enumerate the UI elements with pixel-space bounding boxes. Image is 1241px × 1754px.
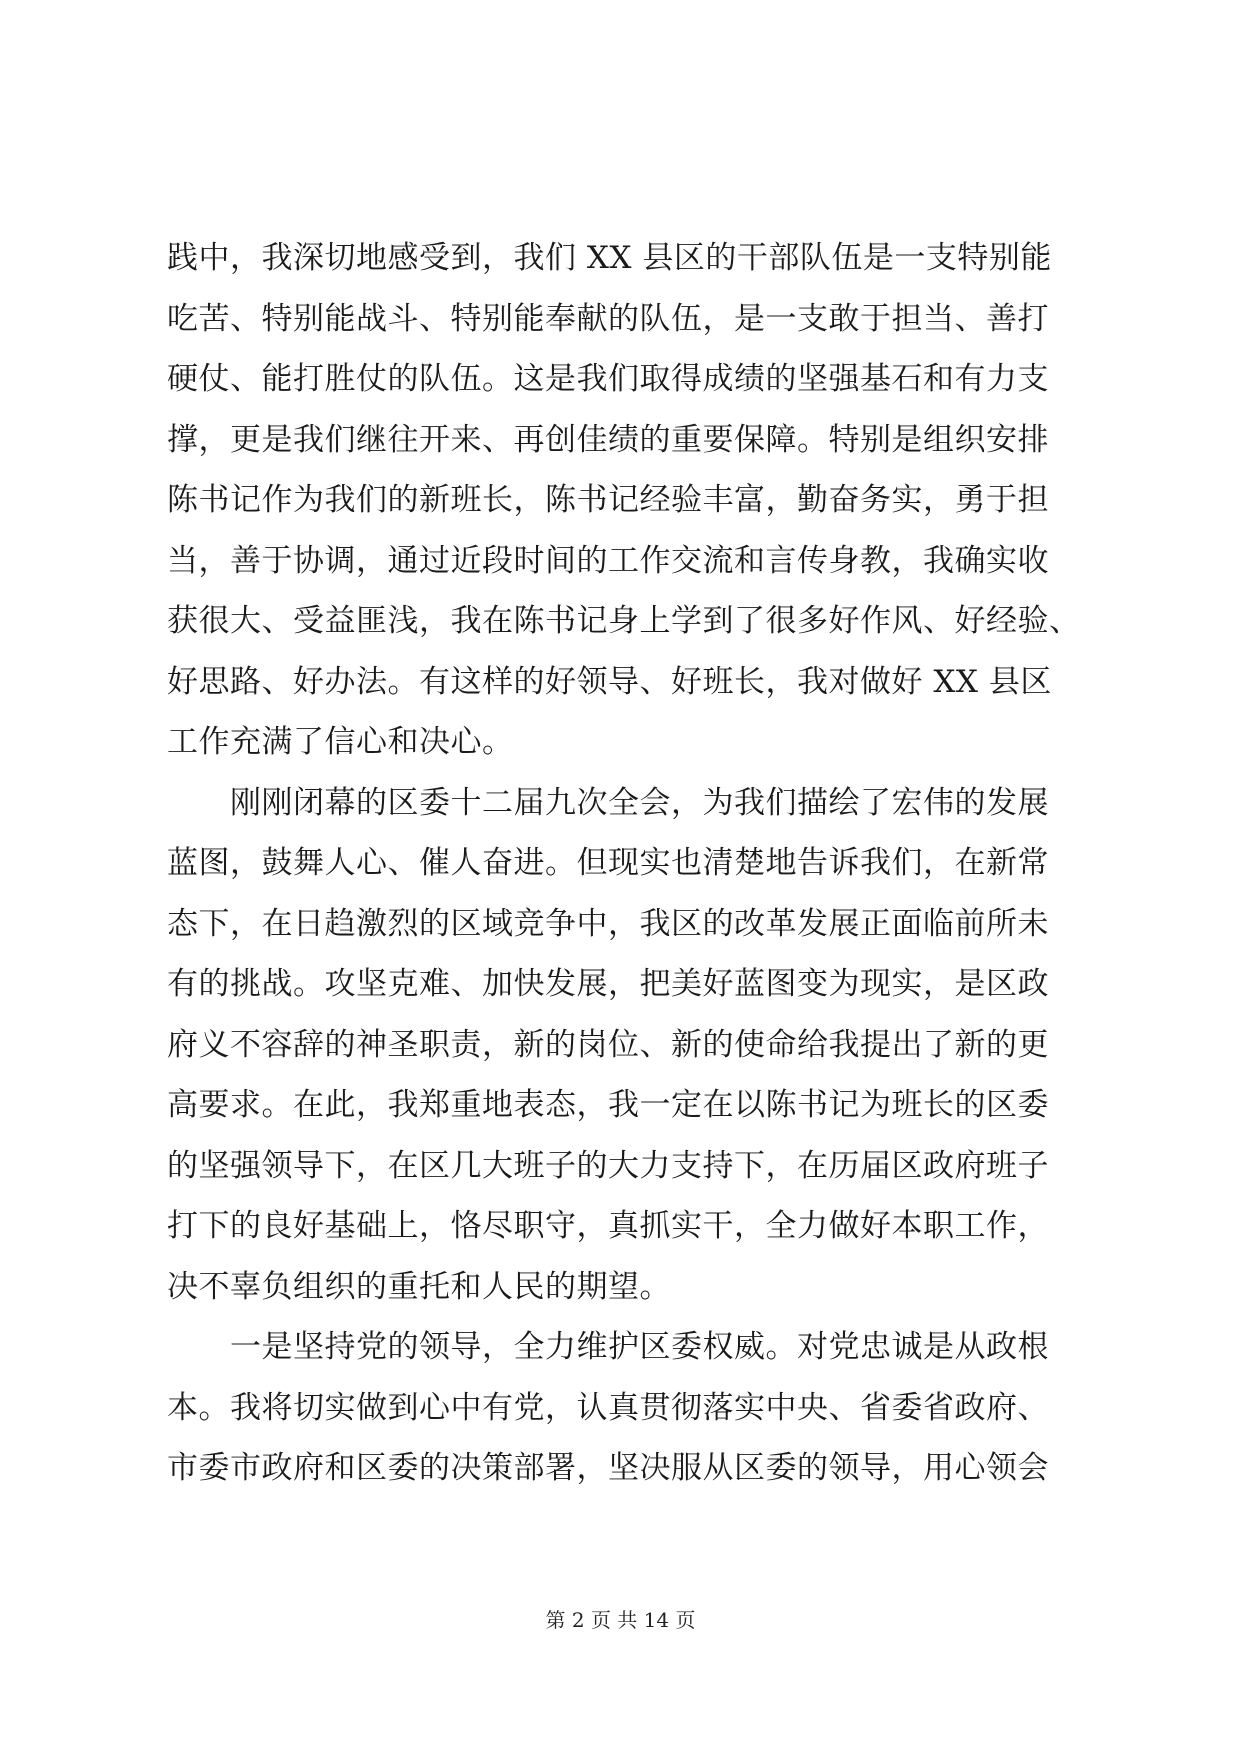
text-line: 陈书记作为我们的新班长，陈书记经验丰富，勤奋务实，勇于担 [167,482,1049,518]
text-line: 一是坚持党的领导，全力维护区委权威。对党忠诚是从政根 [167,1329,1049,1365]
text-line: 吃苦、特别能战斗、特别能奉献的队伍，是一支敢于担当、善打 [167,300,1049,337]
text-line: 好思路、好办法。有这样的好领导、好班长，我对做好 XX 县区 [167,663,1052,700]
text-line: 府义不容辞的神圣职责，新的岗位、新的使命给我提出了新的更 [167,1026,1049,1063]
text-line: 打下的良好基础上，恪尽职守，真抓实干，全力做好本职工作， [167,1208,1049,1244]
page-number-footer: 第 2 页 共 14 页 [545,1608,696,1632]
text-line: 践中，我深切地感受到，我们 XX 县区的干部队伍是一支特别能 [167,240,1052,276]
text-line: 撑，更是我们继往开来、再创佳绩的重要保障。特别是组织安排 [167,421,1049,458]
text-line: 态下，在日趋激烈的区域竞争中，我区的改革发展正面临前所未 [167,905,1049,942]
text-line: 高要求。在此，我郑重地表态，我一定在以陈书记为班长的区委 [167,1087,1049,1123]
body-text [167,228,1081,1499]
text-line: 决不辜负组织的重托和人民的期望。 [167,1268,671,1305]
text-line: 的坚强领导下，在区几大班子的大力支持下，在历届区政府班子 [167,1147,1049,1184]
text-line: 蓝图，鼓舞人心、催人奋进。但现实也清楚地告诉我们，在新常 [167,845,1049,881]
text-line: 市委市政府和区委的决策部署，坚决服从区委的领导，用心领会 [167,1450,1049,1486]
text-line: 硬仗、能打胜仗的队伍。这是我们取得成绩的坚强基石和有力支 [167,361,1049,397]
text-line: 本。我将切实做到心中有党，认真贯彻落实中央、省委省政府、 [167,1389,1049,1426]
text-line: 刚刚闭幕的区委十二届九次全会，为我们描绘了宏伟的发展 [167,784,1049,821]
text-line: 工作充满了信心和决心。 [167,724,514,760]
text-line: 当，善于协调，通过近段时间的工作交流和言传身教，我确实收 [167,542,1049,579]
text-line: 获很大、受益匪浅，我在陈书记身上学到了很多好作风、好经验、 [167,603,1081,639]
text-line: 有的挑战。攻坚克难、加快发展，把美好蓝图变为现实，是区政 [167,966,1049,1002]
